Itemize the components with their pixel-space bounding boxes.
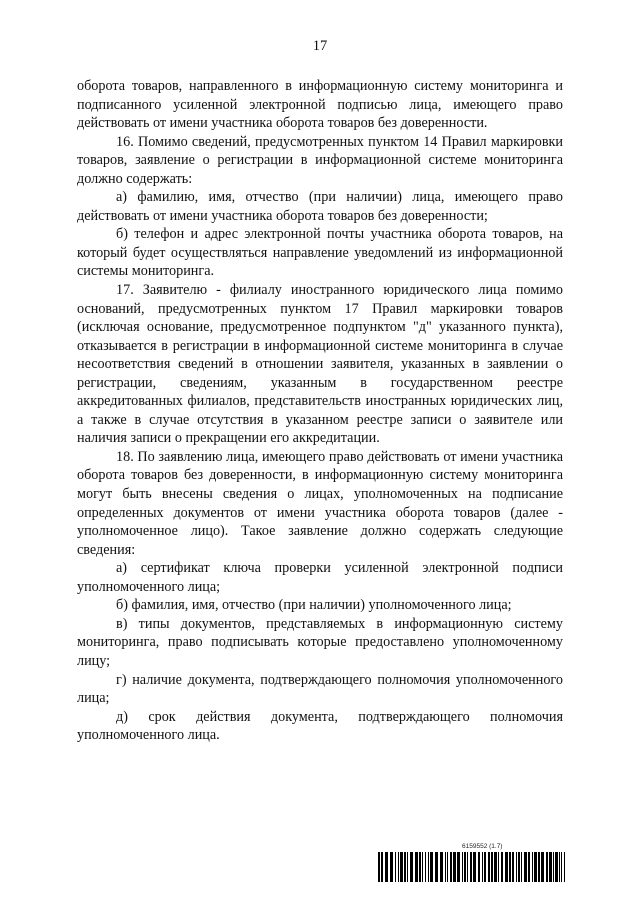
paragraph-16: 16. Помимо сведений, предусмотренных пунктом 14 Правил маркировки товаров, заявление о регистрации в информационной системе мониторинга должно содержать: bbox=[77, 133, 563, 187]
paragraph-18: 18. По заявлению лица, имеющего право действовать от имени участника оборота товаров без доверенности, в информационную систему мониторинга могут быть внесены сведения о лицах, уполномоченных на подписание определенных документов от имени участника оборота товаров (далее - уполномоченное лицо). Такое заявление должно содержать следующие сведения: bbox=[77, 448, 563, 558]
document-barcode bbox=[378, 843, 568, 883]
page-number: 17 bbox=[312, 38, 328, 54]
paragraph-18-b: б) фамилия, имя, отчество (при наличии) уполномоченного лица; bbox=[116, 597, 512, 614]
paragraph-continuation: оборота товаров, направленного в информационную систему мониторинга и подписанного усиленной электронной подписью лица, имеющего право действовать от имени участника оборота товаров без доверенности. bbox=[77, 78, 563, 132]
paragraph-16-b: б) телефон и адрес электронной почты участника оборота товаров, на который будет осуществляться направление уведомлений из информационной системы мониторинга. bbox=[77, 226, 563, 280]
paragraph-16-a: а) фамилию, имя, отчество (при наличии) лица, имеющего право действовать от имени участника оборота товаров без доверенности; bbox=[77, 189, 563, 224]
paragraph-18-c: в) типы документов, представляемых в информационную систему мониторинга, право подписывать которые предоставлено уполномоченному лицу; bbox=[77, 615, 563, 669]
paragraph-17: 17. Заявителю - филиалу иностранного юридического лица помимо оснований, предусмотренных пунктом 17 Правил маркировки товаров (исключая основание, предусмотренное подпунктом "д" указанного пункта), отказывается в регистрации в информационной системе мониторинга в случае несоответствия сведений в отношении заявителя, указанных в заявлении о регистрации, сведениям, указанным в государственном реестре аккредитованных филиалов, представительств иностранных юридических лиц, а также в случае отсутствия в указанном реестре записи о заявителе или наличия записи о прекращении его аккредитации. bbox=[77, 282, 563, 447]
barcode-caption: 6159552 (1.7) bbox=[462, 843, 503, 850]
paragraph-18-d: г) наличие документа, подтверждающего полномочия уполномоченного лица; bbox=[77, 671, 563, 707]
barcode-icon bbox=[378, 852, 568, 882]
paragraph-18-a: а) сертификат ключа проверки усиленной электронной подписи уполномоченного лица; bbox=[77, 560, 563, 595]
document-body bbox=[77, 77, 563, 745]
paragraph-18-e: д) срок действия документа, подтверждающего полномочия уполномоченного лица. bbox=[77, 708, 563, 744]
